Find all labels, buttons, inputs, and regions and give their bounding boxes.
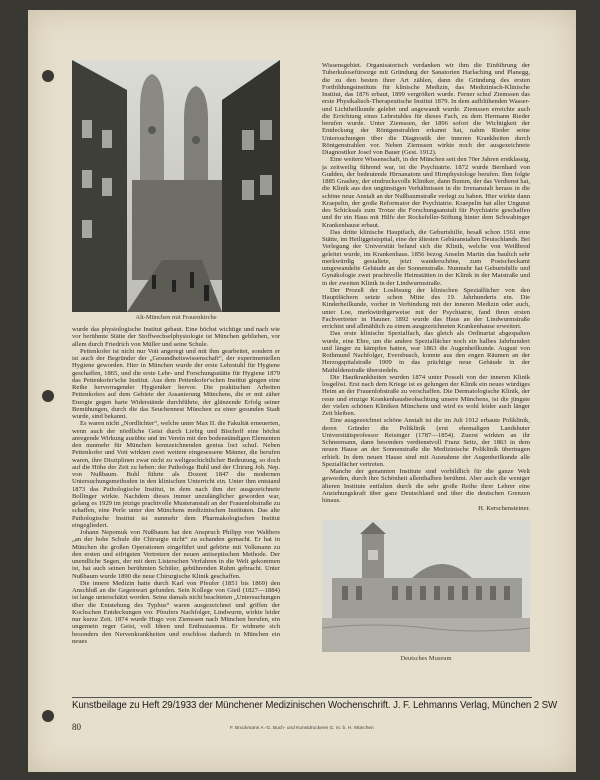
paragraph: Das erste klinische Spezialfach, das gleich als Ordinariat abgespalten wurde, eine Ehre, um die andere Spezialfächer noch ein halbes Jahrhundert und länger zu kämpfen hatten, war 1863 die Augenheilkunde. August von Rothmund Nachfolger, Eversbusch, konnte aus den engen Räumen an der Herzogspitalstraße 1909 in das prächtige neue Gebäude in der Mathildenstraße übersiedeln. [322, 330, 530, 374]
footer-publication-line: Kunstbeilage zu Heft 29/1933 der Münchener Medizinischen Wochenschrift. J. F. Lehmanns Verlag, München 2 SW [72, 700, 558, 711]
paragraph: Die Hautkrankheiten wurden 1874 unter Posselt von der inneren Klinik losgelöst. Erst nach dem Kriege ist es gelungen der Klinik ein neues würdiges Heim an der Frauenlobstraße zu verschaffen. Die Dermatologische Klinik, der reste und einzige Krankenhausbeobachtung unsere Münchens, ist die jüngste der vielen schönen Kliniken Münchens und wird es wohl leider auch länger Zeit bleiben. [322, 373, 530, 417]
paragraph: Es waren nicht „Nordlichter“, welche unter Max II. die Fakultät erneuerten, wenn auch der nördliche Geist durch Liebig und Bischoff eine höchst anregende Wirkung ausübte und im Verein mit den bodenständigen Elementen den nunmehr für München kennzeichnenden genius loci schuf. Neben Pettenkofer und Voit wirkten zwei weitere eingesessene Männer, die berufen waren, ihre Disziplinen zwar nicht zu weltgeschichtlicher Bedeutung, so doch auf die Höhe der Zeit zu heben: der Pathologe Buhl und der Chirurg Joh. Nep. von Nußbaum. Buhl führte als Dozent 1847 die modernen Untersuchungsmethoden in den klinischen Unterricht ein. Unter ihm entstand 1873 das Pathologische Institut, in dem nach ihm der ausgezeichnete Bollinger wirkte. Nachdem dieses immer unzulänglicher geworden war, gelang es 1929 im jetzige prachtvolle Musteranstalt an der Frauenlobstraße zu schaffen, eine Perle unter den Münchens medizinischen Instituten. Das alte Pathologische Institut ist nunmehr dem Pharmakologischen Institut eingegliedert. [72, 420, 280, 529]
punch-hole [42, 70, 54, 82]
paragraph: wurde das physiologische Institut gebaut. Eine höchst wichtige und nach wie vor berühmte Stätte der Stoffwechselphysiologie ist München geblieben, vor allem durch Friedrich von Müller und seine Schule. [72, 326, 280, 348]
paragraph: Johann Nepomuk von Nußbaum hat den Anspruch Philipp von Walthers „an der hohe Schule die Chirurgie nicht“ zu schanden gemacht. Er hat in München die großen Operationen eingeführt und gehörte mit Volkmann zu den ersten und eifrigsten Vertretern der neuen antiseptischen Methode. Der unendliche Segen, der mit dem Listerschen Verfahren in die Welt gekommen ist, hat auch seinen berühmten Schüler, gebührenden Ruhm gebracht. Unter Nußbaum wurde 1890 die neue Chirurgische Klinik geschaffen. [72, 529, 280, 580]
street-scene-illustration [72, 60, 280, 312]
caption-bottom-photo: Deutsches Museum [400, 655, 452, 662]
paragraph: Wissensgebiet. Organisatorisch verdanken wir ihm die Einführung der Tuberkulosefürsorge mit Gründung der Sanatorien Harlaching und Planegg, die zu den besten ihrer Art zählen, dann die Gründung des ersten Fortbildungsinstituts für klinische Medizin, das Medizinisch-Klinische Institut, das 1876 erbaut, 1899 vergrößert wurde. Ferner schuf Ziemssen das erste Physikalisch-Therapeutische Institut 1879. In dem aufblühenden Wasser- und Lichtheilkunde gelehrt und angewandt wurde. Ziemssen erreichte auch die Errichtung eines Lehrstuhles für dieses Fach, zu dem Hermann Rieder berufen wurde. Unter Ziemssen, der 1896 sofort die Wichtigkeit der Entdeckung der Röntgenstrahlen erkannt hat, nahm Rieder seine Untersuchungen über die Diagnostik der inneren Krankheiten durch Röntgenstrahlen vor. Neben Ziemssen wirkte noch der ausgezeichnete Diagnostiker Josef von Bauer (Gest. 1912). [322, 62, 530, 156]
caption-top-photo: Alt-München mit Frauenkirche [135, 314, 217, 321]
printer-credit: F. Bruckmann A.-G. Buch- und Kunstdruckerei G. m. b. H. München [230, 726, 374, 731]
punch-hole [42, 710, 54, 722]
photo-alt-muenchen [72, 60, 280, 312]
paragraph: Eine weitere Wissenschaft, in der München seit den 70er Jahren erstklassig, ja zeitweilig führend war, ist die Psychiatrie. 1872 wurde Bernhard von Gudden, der bedeutende Hirnanatom und Hirnphysiologe berufen. Ihm folgte 1885 Grashey, der eindrucksvolle Kliniker, dann Bumm, der das Verdienst hat, die Klinik aus den ungünstigen Verhältnissen in die Irrenanstalt heraus in die schöne neue Anstalt an der Nußbaumstraße verlegt zu haben. Hier wirkte dann Kraepelin, der große Reformator der Psychiatrie. Kraepelin hat aller Ungunst des Schicksals zum Trotze die Forschungsanstalt für Psychiatrie geschaffen und ihr ein Haus mit Hilfe der Rockefeller-Stiftung hinter dem Schwabinger Krankenhause erbaut. [322, 156, 530, 229]
footer-divider [72, 697, 532, 698]
photo-deutsches-museum [322, 520, 530, 652]
author-signature: H. Kerschensteiner. [478, 505, 530, 513]
paragraph: Eine ausgezeichnet schöne Anstalt ist die im Juli 1912 erbaute Poliklinik, deren Gründer die Poliklinik (erst ehemaligen Landshuter Universitätsprofessor Reisinger (1787—1854). Zuerst wirkten an ihr Schneemann, dann besonders verdienstvoll Franz Seitz, der 1863 in dem neuen Hause an der Sonnenstraße die Medizinische Poliklinik übertragen erhielt. In dem neuen Hause sind mit Ausnahme der Augenheilkunde alle Spezialfächer vertreten. [322, 417, 530, 468]
paragraph: Manche der genannten Institute sind vorbildlich für die ganze Welt geworden, durch ihre Schönheit allenthalben berühmt. Aber auch die weniger älteren Institute entfalten durch die sehr große Reihe ihrer Lehrer eine Anziehungskraft über ganz Deutschland und über die deutschen Grenzen hinaus. [322, 468, 530, 504]
left-column-text [72, 326, 280, 692]
paragraph: Die innere Medizin hatte durch Karl von Pfeufer (1851 bis 1869) den Anschluß an die Gegenwart gefunden. Sein Kollege von Gietl (1827—1884) ist lange unterschätzt worden. Seine damals nicht beachteten „Untersuchungen über die Entstehung des Typhus“ waren ausgezeichnet und griffen der Kochschen Entdeckungen vor. Pfeufers Nachfolger, Lindwurm, wirkte leider nur kurze Zeit. 1874 wurde Hugo von Ziemssen nach München berufen, ein ungemein reger Geist, voll Ideen und Enthusiasmus. Er widmete sich besonders den Nervenkrankheiten und erschloss dadurch in München ein neues [72, 579, 280, 645]
museum-illustration [322, 520, 530, 652]
page-number: 80 [72, 722, 81, 732]
paragraph: Der Prozeß der Loslösung der klinischen Spezialfächer von den Hauptfächern setzte schon Mitte des 19. Jahrhunderts ein. Die Kinderheilkunde, vorher in Verbindung mit der inneren Medizin oder auch, unter Loe, merkwürdigerweise mit der Psychiatrie, fand ihren ersten Fachvertreter in Hauner. 1892 wurde das Haus an der Lindwurmstraße errichtet und allmählich zu einem ausgezeichneten Krankenhause erweitert. [322, 286, 530, 330]
punch-hole [42, 390, 54, 402]
paragraph: Pettenkofer ist nicht nur Voit angeregt und mit ihm gearbeitet, sondern er ist auch der Begründer der „Gesundheitswissenschaft“, der experimentellen Hygiene geworden. Hier in München wurde der erste Lehrstuhl für Hygiene geschaffen, 1865, und die erste Lehr- und Forschungsstätte für Hygiene 1879 das Pettenkofer'sche Institut. Aus dem Pettenkofer'schen Institut gingen eine Reihe hervorragender Hygieniker hervor. Die praktischen Arbeiten Pettenkofers auf dem Gebiete der Assanierung Münchens, die er mit zäher Energie gegen harte Widerstände durchführte, der glänzende Erfolg seiner Bemühungen, durch die das Seuchennest München zu einer gesunden Stadt wurde, sind bekannt. [72, 347, 280, 420]
right-column-text [322, 62, 530, 516]
paragraph: Das dritte klinische Hauptfach, die Geburtshilfe, besaß schon 1561 eine Stätte, im Heiliggeistspital, eine der ältesten Gebäranstalten Deutschlands. Bei Verlegung der Universität befand sich die Klinik, welche von Weißbrod geleitet wurde, im Krankenhaus. 1856 bezog Anselm Martin das baulich sehr merkwürdig gestaltete, jetzt wanderschöne, zum Postscheckamt umgewandelte Gebäude an der Sonnenstraße. Nunmehr hat Geburtshilfe und Gynäkologie zwei prachtvolle Heimstätten in der Klinik in der Maistraße und in der zweiten Klinik in der Lindwurmstraße. [322, 228, 530, 287]
